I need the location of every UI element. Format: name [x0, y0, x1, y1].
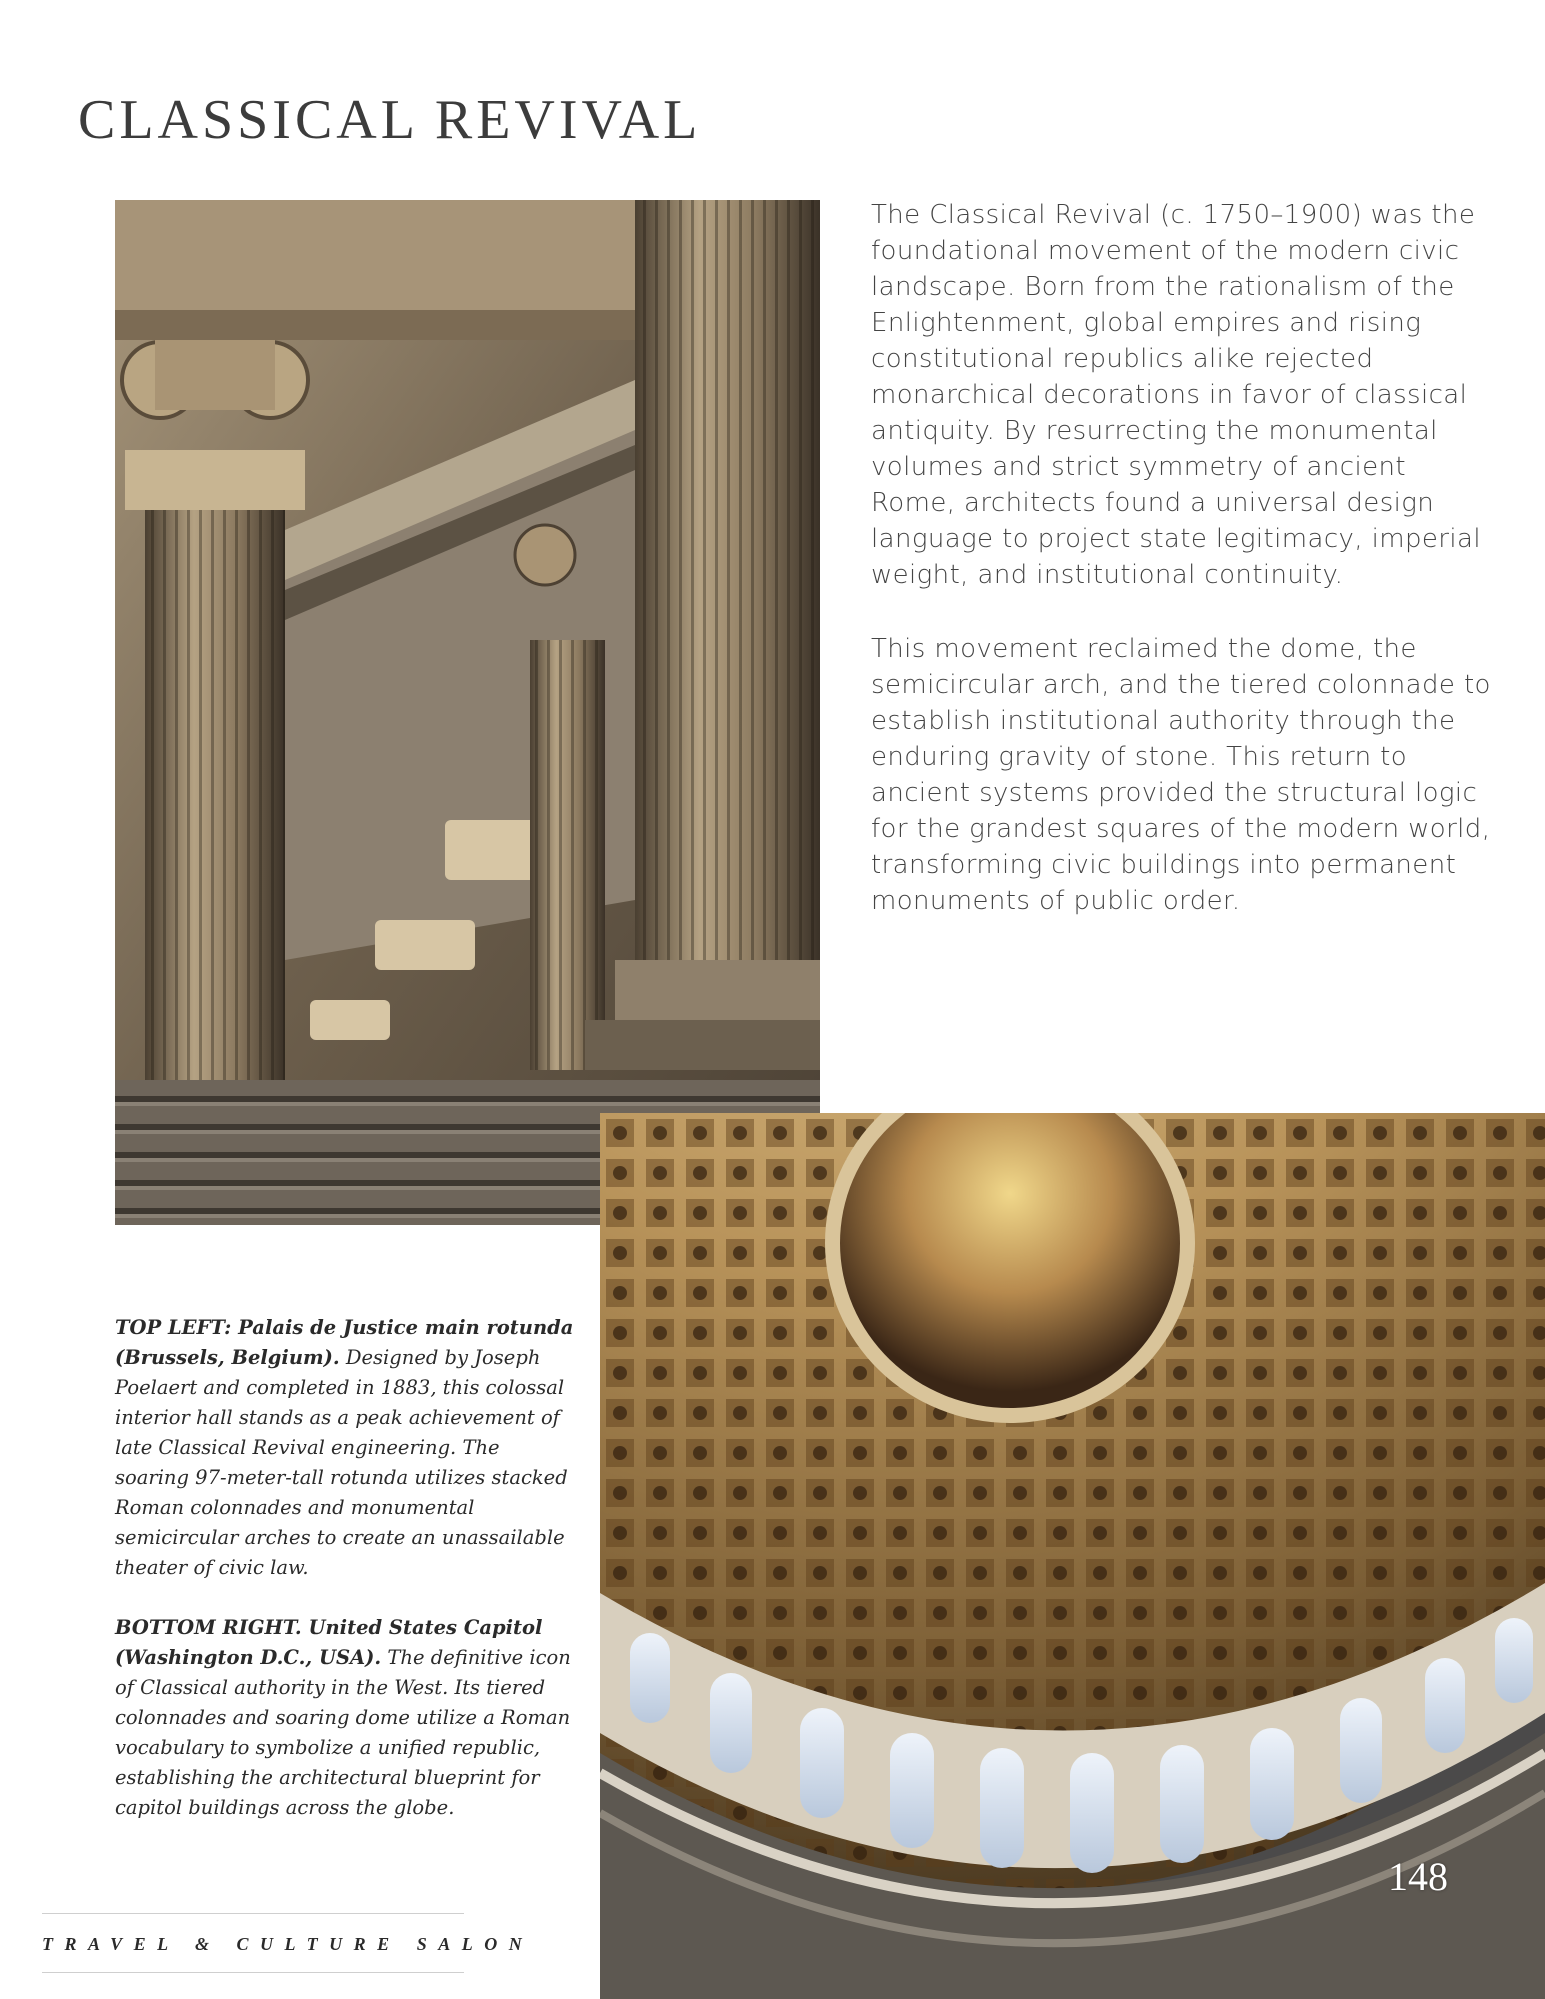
footer-bottom-rule	[42, 1972, 464, 1973]
photo-captions	[115, 1313, 577, 1853]
intro-paragraph: The Classical Revival (c. 1750–1900) was the foundational movement of the modern civic landscape. Born from the rationalism of the Enlightenment, global empires and rising constitutional republics alike rejected monarchical decorations in favor of classical antiquity. By resurrecting the monumental volumes and strict symmetry of ancient Rome, architects found a universal design language to project state legitimacy, imperial weight, and institutional continuity.	[871, 200, 1481, 590]
caption-bottom-right	[115, 1613, 577, 1823]
caption-top-left-heading: TOP LEFT: Palais de Justice main rotunda (Brussels, Belgium).	[115, 1316, 574, 1369]
footer-top-rule	[42, 1913, 464, 1914]
columns-illustration	[115, 200, 820, 1225]
caption-bottom-right-text: The definitive icon of Classical authority in the West. Its tiered colonnades and soaring dome utilize a Roman vocabulary to symbolize a unified republic, establishing the architectural blueprint for capitol buildings across the globe.	[115, 1646, 571, 1819]
body-text	[871, 197, 1491, 957]
movement-paragraph: This movement reclaimed the dome, the semicircular arch, and the tiered colonnade to establish institutional authority through the enduring gravity of stone. This return to ancient systems provided the structural logic for the grandest squares of the modern world, transforming civic buildings into permanent monuments of public order.	[871, 634, 1491, 916]
caption-bottom-right-heading: BOTTOM RIGHT. United States Capitol (Washington D.C., USA).	[115, 1616, 543, 1669]
caption-top-left-text: Designed by Joseph Poelaert and completed in 1883, this colossal interior hall stands as a peak achievement of late Classical Revival engineering. The soaring 97-meter-tall rotunda utilizes stacked Roman colonnades and monumental semicircular arches to create an unassailable theater of civic law.	[115, 1346, 568, 1579]
page-number: 148	[1388, 1854, 1448, 1899]
palais-de-justice-photo	[115, 200, 820, 1225]
caption-top-left	[115, 1313, 577, 1583]
page-title: CLASSICAL REVIVAL	[78, 89, 702, 151]
footer-brand: TRAVEL & CULTURE SALON	[42, 1934, 534, 1954]
